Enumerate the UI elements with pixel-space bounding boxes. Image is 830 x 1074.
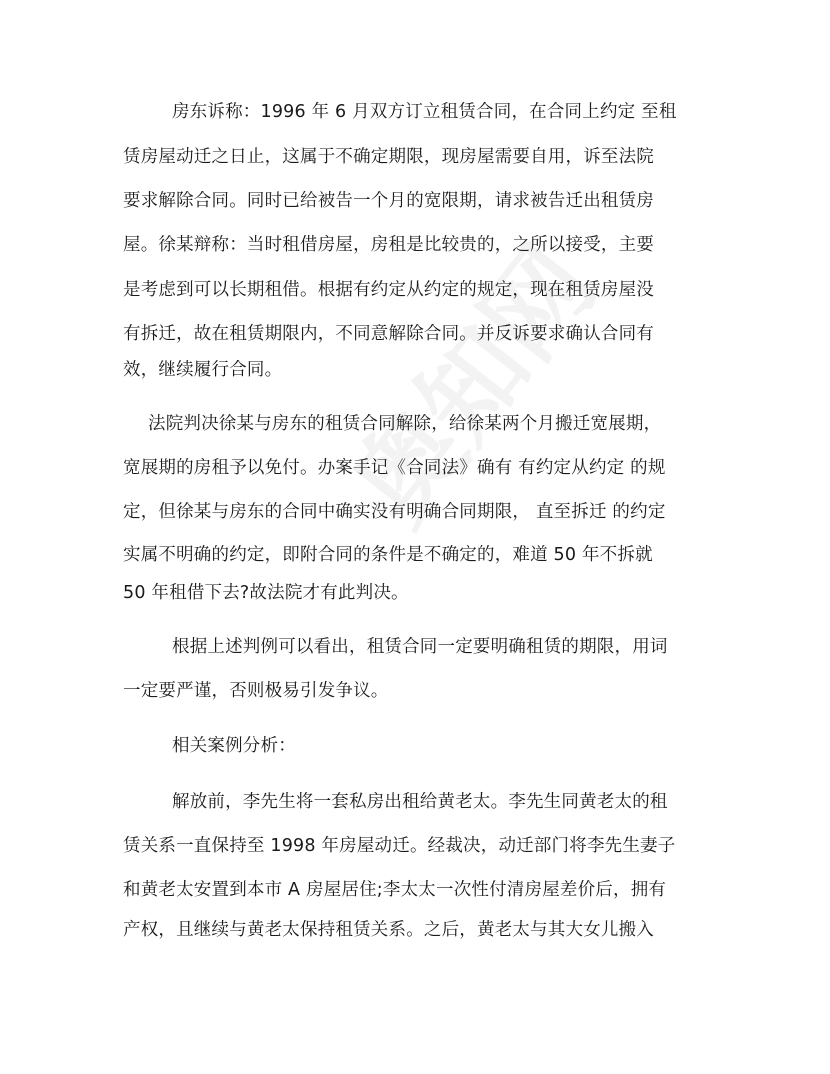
text-line: 和黄老太安置到本市 A 房屋居住;李太太一次性付清房屋差价后，拥有 bbox=[123, 880, 667, 900]
watermark bbox=[335, 228, 614, 542]
section-heading: 相关案例分析： bbox=[172, 736, 296, 756]
text-line: 产权，且继续与黄老太保持租赁关系。之后，黄老太与其大女儿搬入 bbox=[123, 920, 654, 940]
text-line: 效，继续履行合同。 bbox=[123, 360, 283, 380]
text-line: 屋。徐某辩称：当时租借房屋，房租是比较贵的，之所以接受，主要 bbox=[123, 235, 654, 255]
text-line: 法院判决徐某与房东的租赁合同解除，给徐某两个月搬迁宽展期， bbox=[148, 414, 662, 434]
text-line: 有拆迁，故在租赁期限内，不同意解除合同。并反诉要求确认合同有 bbox=[123, 324, 654, 344]
text-line: 宽展期的房租予以免付。办案手记《合同法》确有 有约定从约定 的规 bbox=[123, 458, 666, 478]
text-line: 赁关系一直保持至 1998 年房屋动迁。经裁决，动迁部门将李先生妻子 bbox=[123, 836, 676, 856]
text-line: 一定要严谨，否则极易引发争议。 bbox=[123, 681, 389, 701]
text-line: 实属不明确的约定，即附合同的条件是不确定的，难道 50 年不拆就 bbox=[123, 545, 653, 565]
text-line: 解放前，李先生将一套私房出租给黄老太。李先生同黄老太的租 bbox=[172, 792, 668, 812]
text-line: 50 年租借下去?故法院才有此判决。 bbox=[123, 583, 409, 603]
text-line: 定，但徐某与房东的合同中确实没有明确合同期限， 直至拆迁 的约定 bbox=[123, 502, 666, 522]
text-line: 根据上述判例可以看出，租赁合同一定要明确租赁的期限，用词 bbox=[172, 637, 668, 657]
text-line: 是考虑到可以长期租借。根据有约定从约定的规定，现在租赁房屋没 bbox=[123, 280, 654, 300]
text-line: 要求解除合同。同时已给被告一个月的宽限期，请求被告迁出租赁房 bbox=[123, 191, 654, 211]
text-line: 房东诉称：1996 年 6 月双方订立租赁合同，在合同上约定 至租 bbox=[172, 102, 677, 122]
text-line: 赁房屋动迁之日止，这属于不确定期限，现房屋需要自用，诉至法院 bbox=[123, 147, 654, 167]
